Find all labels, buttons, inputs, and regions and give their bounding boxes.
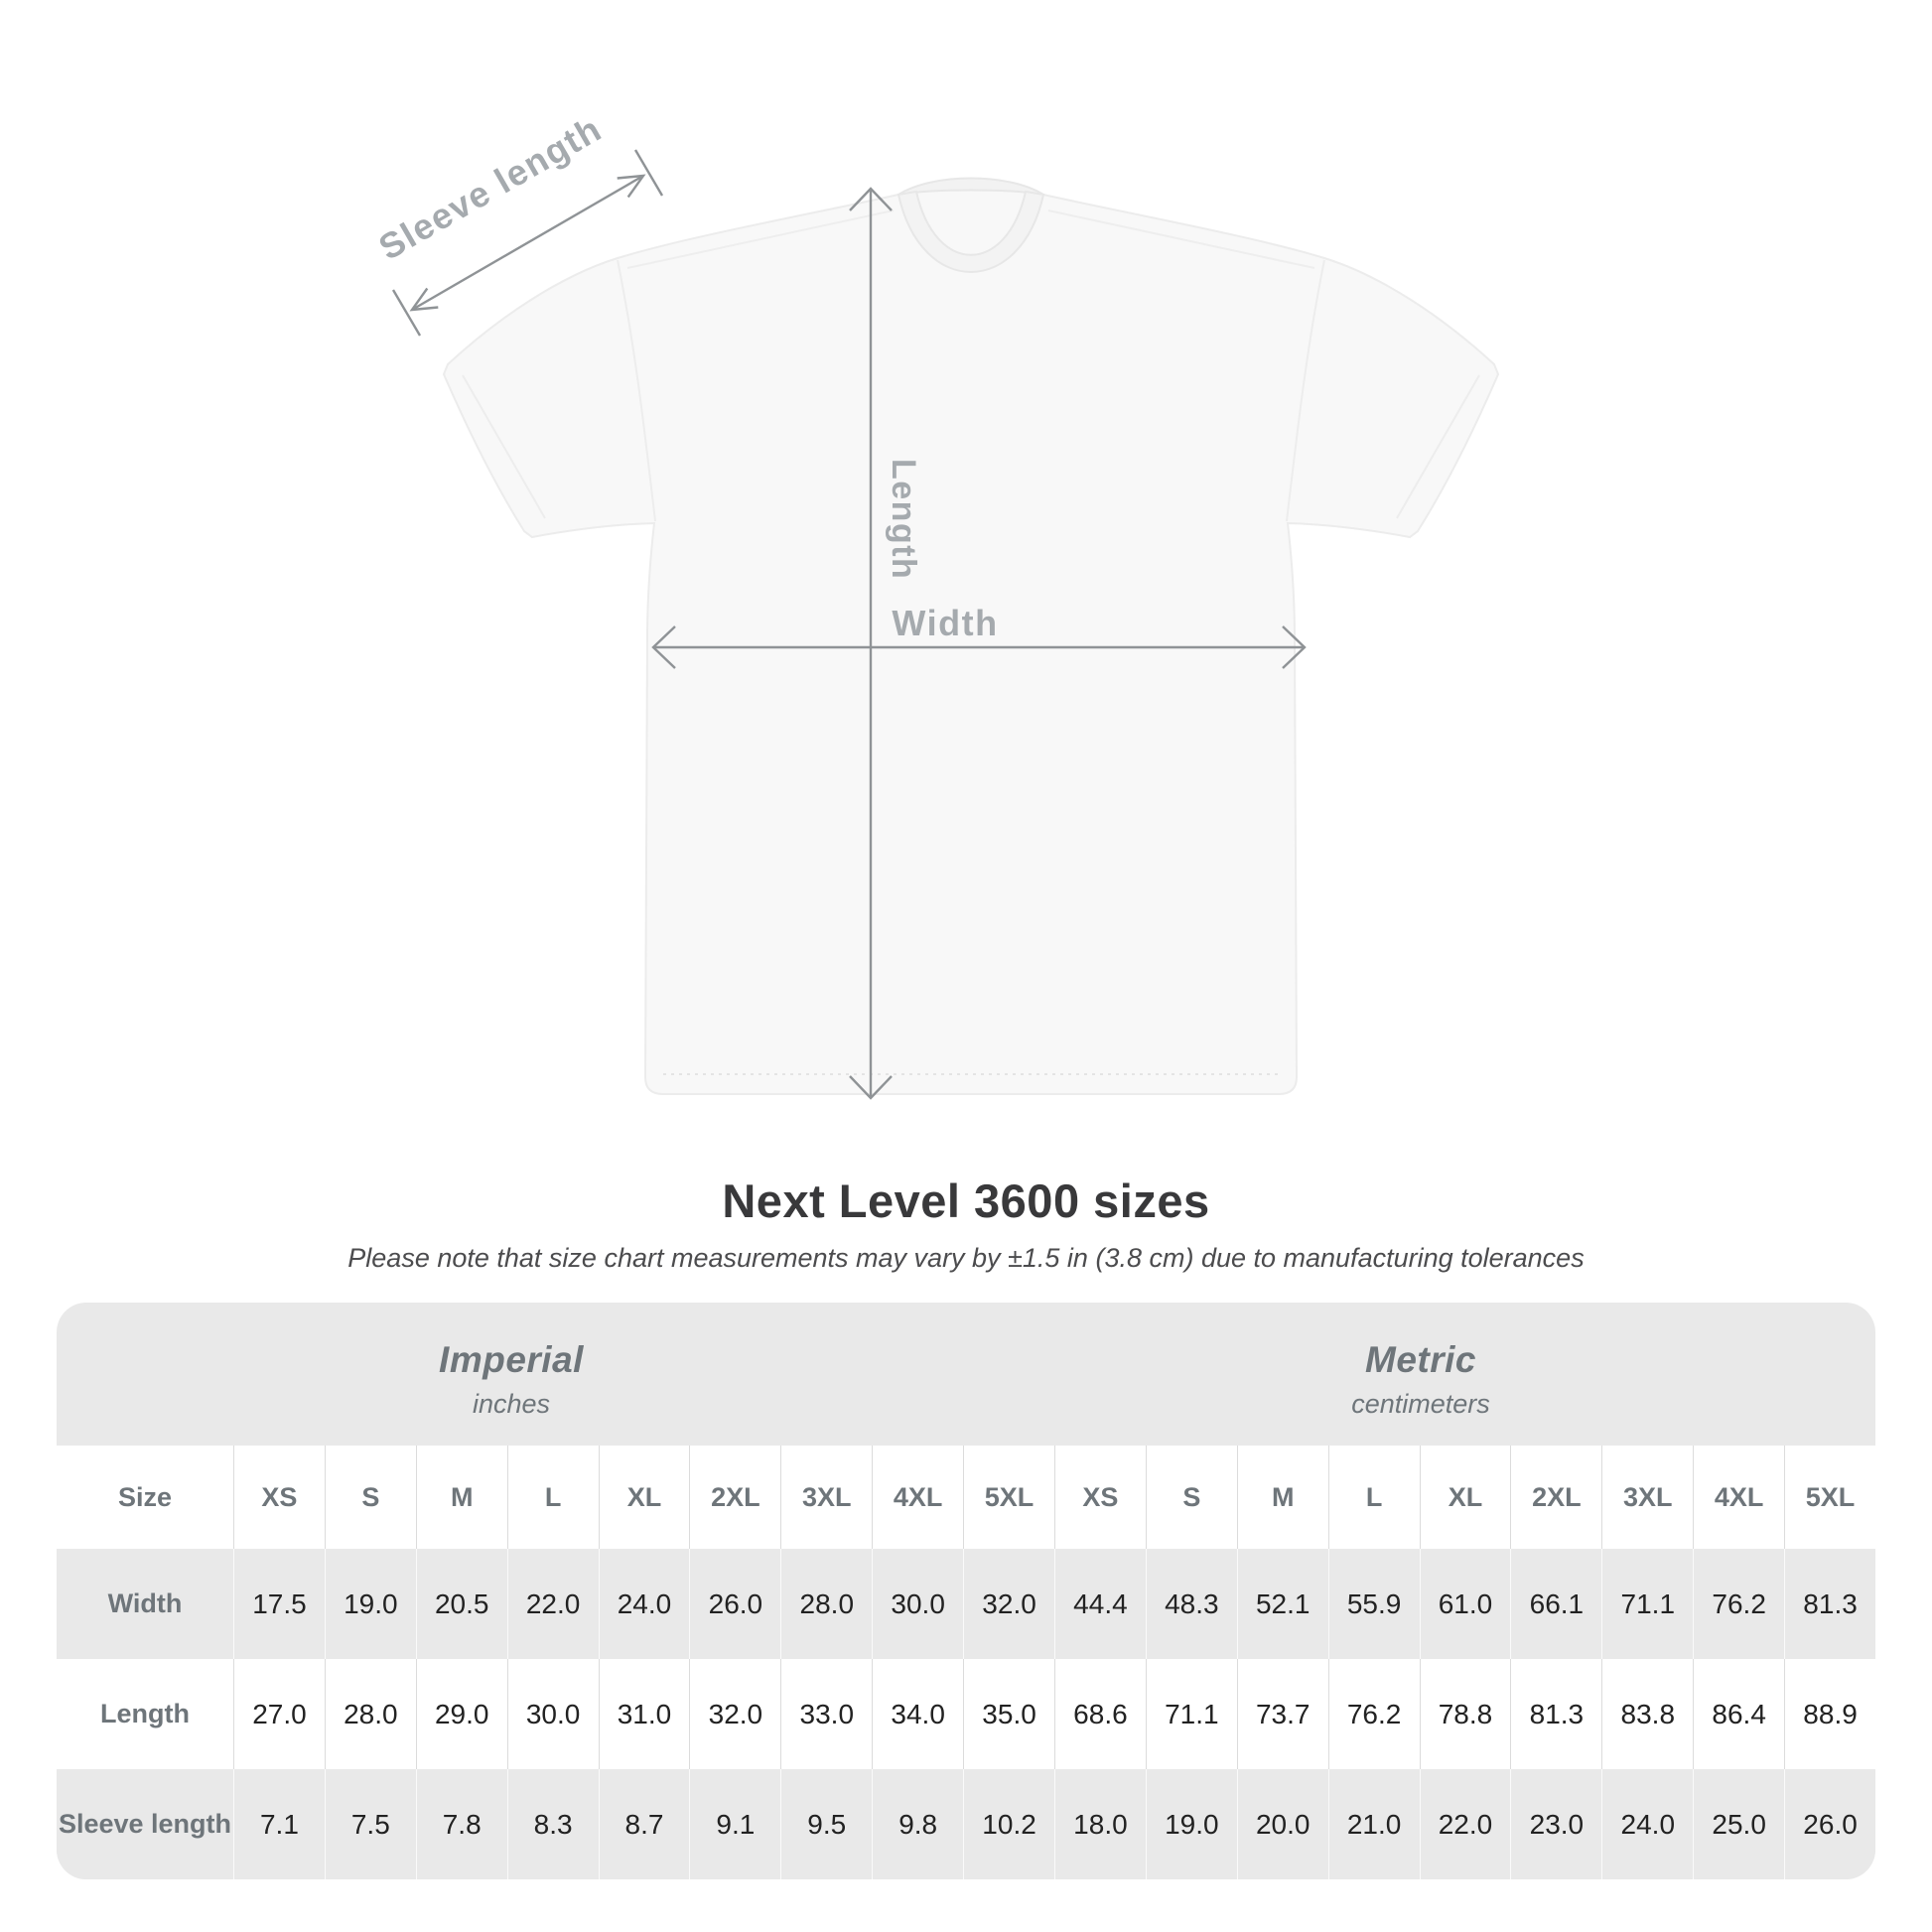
size-header: S	[325, 1446, 416, 1549]
size-value: 8.3	[507, 1769, 599, 1879]
page-title: Next Level 3600 sizes	[722, 1174, 1210, 1227]
size-value: 61.0	[1420, 1549, 1511, 1659]
size-value: 31.0	[599, 1659, 690, 1769]
size-value: 78.8	[1420, 1659, 1511, 1769]
size-value: 25.0	[1693, 1769, 1784, 1879]
size-value: 83.8	[1601, 1659, 1693, 1769]
size-value: 71.1	[1601, 1549, 1693, 1659]
size-value: 86.4	[1693, 1659, 1784, 1769]
size-value: 34.0	[872, 1659, 963, 1769]
size-header: 4XL	[1693, 1446, 1784, 1549]
size-value: 20.0	[1237, 1769, 1328, 1879]
size-value: 73.7	[1237, 1659, 1328, 1769]
size-header: L	[1328, 1446, 1420, 1549]
size-value: 32.0	[689, 1659, 780, 1769]
size-value: 27.0	[233, 1659, 325, 1769]
size-value: 17.5	[233, 1549, 325, 1659]
size-value: 35.0	[963, 1659, 1054, 1769]
size-header: S	[1146, 1446, 1237, 1549]
size-value: 81.3	[1510, 1659, 1601, 1769]
imperial-label: Imperial	[439, 1338, 584, 1380]
size-value: 52.1	[1237, 1549, 1328, 1659]
size-header: 5XL	[963, 1446, 1054, 1549]
size-header: L	[507, 1446, 599, 1549]
size-value: 44.4	[1054, 1549, 1146, 1659]
size-value: 24.0	[1601, 1769, 1693, 1879]
size-value: 76.2	[1328, 1659, 1420, 1769]
size-value: 22.0	[507, 1549, 599, 1659]
size-value: 68.6	[1054, 1659, 1146, 1769]
size-value: 18.0	[1054, 1769, 1146, 1879]
size-header: XL	[1420, 1446, 1511, 1549]
size-value: 9.8	[872, 1769, 963, 1879]
size-header: XS	[233, 1446, 325, 1549]
size-value: 32.0	[963, 1549, 1054, 1659]
size-value: 33.0	[780, 1659, 872, 1769]
size-value: 28.0	[325, 1659, 416, 1769]
size-value: 28.0	[780, 1549, 872, 1659]
size-value: 10.2	[963, 1769, 1054, 1879]
metric-sublabel: centimeters	[1351, 1388, 1490, 1419]
size-column-corner-label: Size	[57, 1446, 233, 1549]
size-value: 71.1	[1146, 1659, 1237, 1769]
size-header: M	[416, 1446, 507, 1549]
size-value: 55.9	[1328, 1549, 1420, 1659]
imperial-sublabel: inches	[472, 1388, 551, 1419]
row-label: Width	[57, 1549, 233, 1659]
size-header: 3XL	[780, 1446, 872, 1549]
size-value: 19.0	[1146, 1769, 1237, 1879]
size-value: 7.8	[416, 1769, 507, 1879]
size-value: 29.0	[416, 1659, 507, 1769]
length-label: Length	[885, 459, 922, 581]
size-value: 76.2	[1693, 1549, 1784, 1659]
width-label: Width	[892, 603, 999, 643]
row-label: Length	[57, 1659, 233, 1769]
size-header: XS	[1054, 1446, 1146, 1549]
size-value: 88.9	[1784, 1659, 1875, 1769]
size-header: 2XL	[689, 1446, 780, 1549]
size-header: XL	[599, 1446, 690, 1549]
size-header: M	[1237, 1446, 1328, 1549]
size-value: 66.1	[1510, 1549, 1601, 1659]
sleeve-length-label: Sleeve length	[371, 107, 609, 268]
size-header: 3XL	[1601, 1446, 1693, 1549]
size-value: 20.5	[416, 1549, 507, 1659]
size-header: 4XL	[872, 1446, 963, 1549]
size-value: 7.5	[325, 1769, 416, 1879]
size-value: 19.0	[325, 1549, 416, 1659]
size-value: 8.7	[599, 1769, 690, 1879]
size-value: 21.0	[1328, 1769, 1420, 1879]
size-table	[57, 1446, 1875, 1879]
size-value: 22.0	[1420, 1769, 1511, 1879]
tolerance-note: Please note that size chart measurements may vary by ±1.5 in (3.8 cm) due to manufacturing tolerances	[347, 1243, 1585, 1273]
size-value: 9.5	[780, 1769, 872, 1879]
size-value: 30.0	[872, 1549, 963, 1659]
size-value: 81.3	[1784, 1549, 1875, 1659]
size-value: 24.0	[599, 1549, 690, 1659]
size-header: 2XL	[1510, 1446, 1601, 1549]
size-value: 26.0	[689, 1549, 780, 1659]
metric-header	[966, 1303, 1875, 1446]
size-value: 30.0	[507, 1659, 599, 1769]
unit-header-band	[57, 1303, 1875, 1446]
row-label: Sleeve length	[57, 1769, 233, 1879]
size-header: 5XL	[1784, 1446, 1875, 1549]
size-value: 7.1	[233, 1769, 325, 1879]
metric-label: Metric	[1365, 1338, 1476, 1380]
size-value: 9.1	[689, 1769, 780, 1879]
size-value: 23.0	[1510, 1769, 1601, 1879]
size-table-card	[57, 1303, 1875, 1879]
size-value: 26.0	[1784, 1769, 1875, 1879]
imperial-header	[57, 1303, 966, 1446]
size-value: 48.3	[1146, 1549, 1237, 1659]
